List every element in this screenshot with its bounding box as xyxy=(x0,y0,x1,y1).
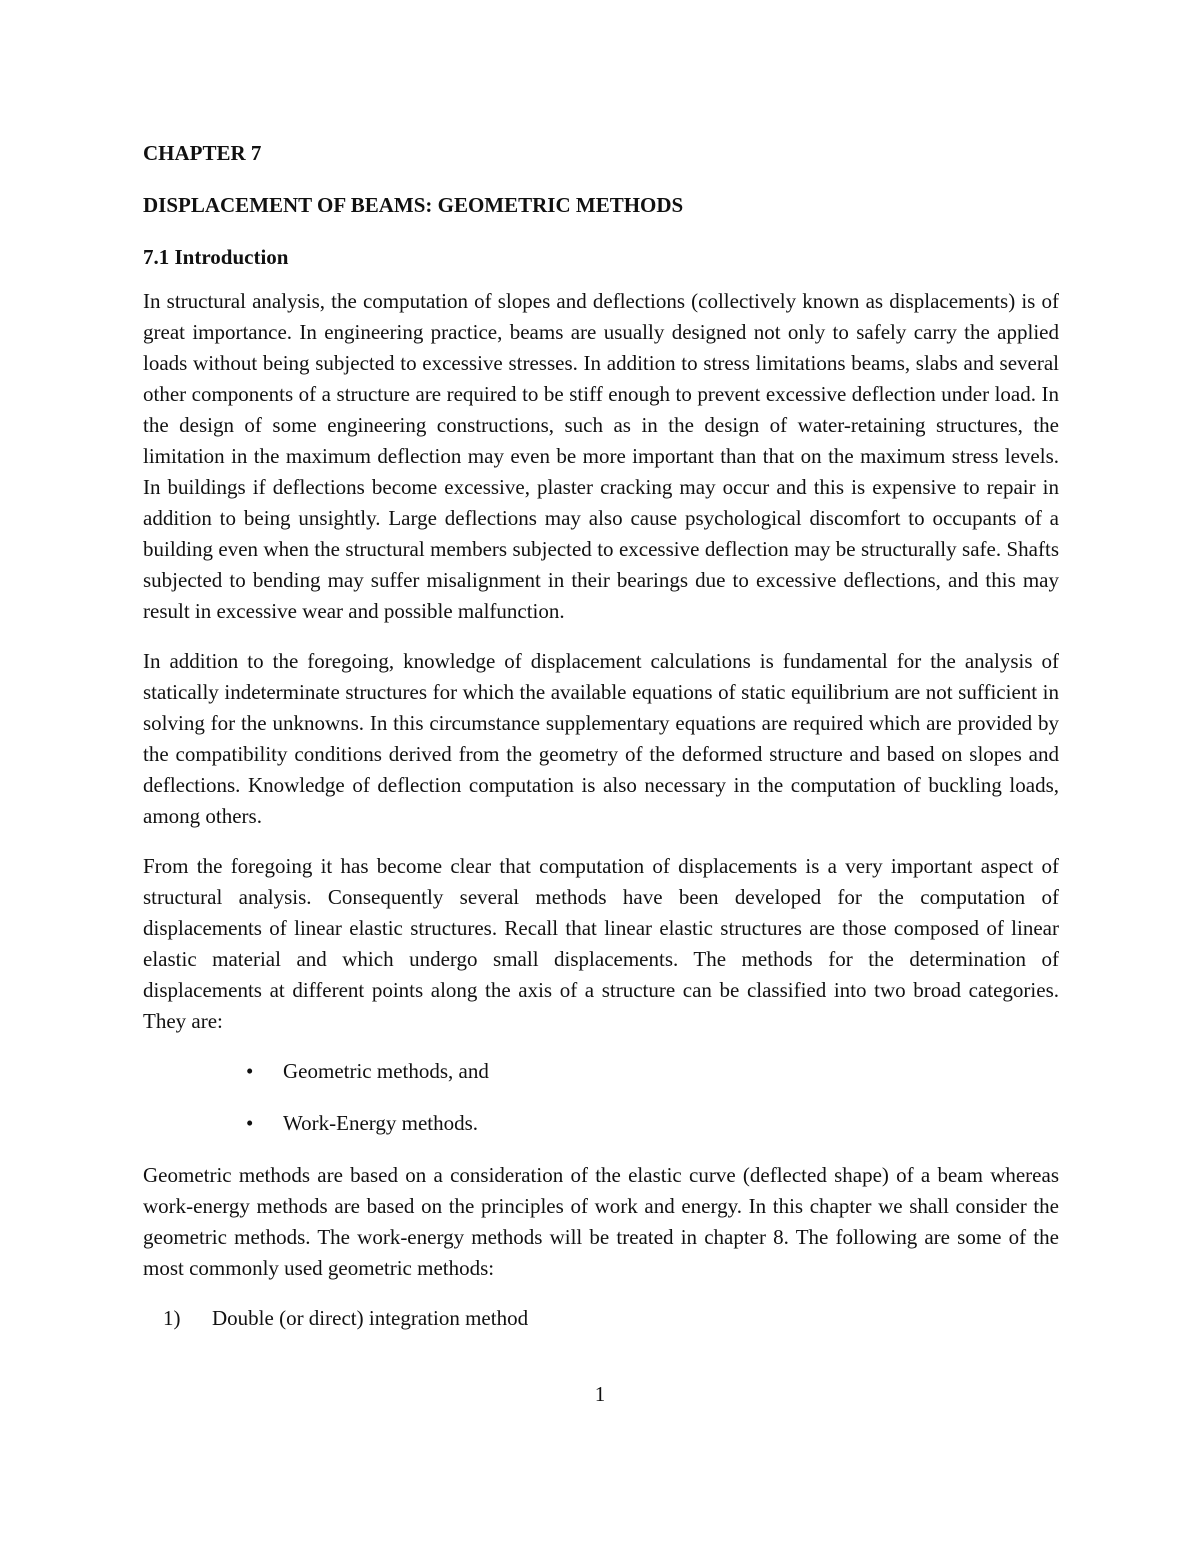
list-item-text: Geometric methods, and xyxy=(283,1059,489,1083)
paragraph-2: In addition to the foregoing, knowledge of displacement calculations is fundamental for the analysis of statically indeterminate structures for which the available equations of static equilibrium are not sufficient in solving for the unknowns. In this circumstance supplementary equations are required which are provided by the compatibility conditions derived from the geometry of the deformed structure and based on slopes and deflections. Knowledge of deflection computation is also necessary in the computation of buckling loads, among others. xyxy=(143,649,1059,828)
chapter-heading: CHAPTER 7 xyxy=(143,141,262,165)
method-categories-list xyxy=(143,1056,1059,1139)
list-item-text: Work-Energy methods. xyxy=(283,1111,479,1135)
paragraph-1: In structural analysis, the computation of slopes and deflections (collectively known as displacements) is of great importance. In engineering practice, beams are usually designed not only to safely carry the applied loads without being subjected to excessive stresses. In addition to stress limitations beams, slabs and several other components of a structure are required to be stiff enough to prevent excessive deflection under load. In the design of some engineering constructions, such as in the design of water-retaining structures, the limitation in the maximum deflection may even be more important than that on the maximum stress levels. In buildings if deflections become excessive, plaster cracking may occur and this is expensive to repair in addition to being unsightly. Large deflections may also cause psychological discomfort to occupants of a building even when the structural members subjected to excessive deflection may be structurally safe. Shafts subjected to bending may suffer misalignment in their bearings due to excessive deflections, and this may result in excessive wear and possible malfunction. xyxy=(143,289,1059,623)
document-page xyxy=(143,138,1059,1334)
list-item xyxy=(143,1056,1059,1087)
bullet-icon: • xyxy=(246,1059,254,1083)
paragraph-3: From the foregoing it has become clear that computation of displacements is a very important aspect of structural analysis. Consequently several methods have been developed for the computation of displacements of linear elastic structures. Recall that linear elastic structures are those composed of linear elastic material and which undergo small displacements. The methods for the determination of displacements at different points along the axis of a structure can be classified into two broad categories. They are: xyxy=(143,854,1059,1033)
list-item xyxy=(143,1108,1059,1139)
list-item xyxy=(143,1303,1059,1334)
chapter-title: DISPLACEMENT OF BEAMS: GEOMETRIC METHODS xyxy=(143,193,684,217)
section-heading: 7.1 Introduction xyxy=(143,245,289,269)
list-item-number: 1) xyxy=(163,1306,181,1330)
list-item-text: Double (or direct) integration method xyxy=(212,1306,529,1330)
paragraph-4: Geometric methods are based on a consideration of the elastic curve (deflected shape) of a beam whereas work-energy methods are based on the principles of work and energy. In this chapter we shall consider the geometric methods. The work-energy methods will be treated in chapter 8. The following are some of the most commonly used geometric methods: xyxy=(143,1163,1059,1280)
geometric-methods-list xyxy=(143,1303,1059,1334)
bullet-icon: • xyxy=(246,1111,254,1135)
page-number: 1 xyxy=(594,1382,606,1406)
